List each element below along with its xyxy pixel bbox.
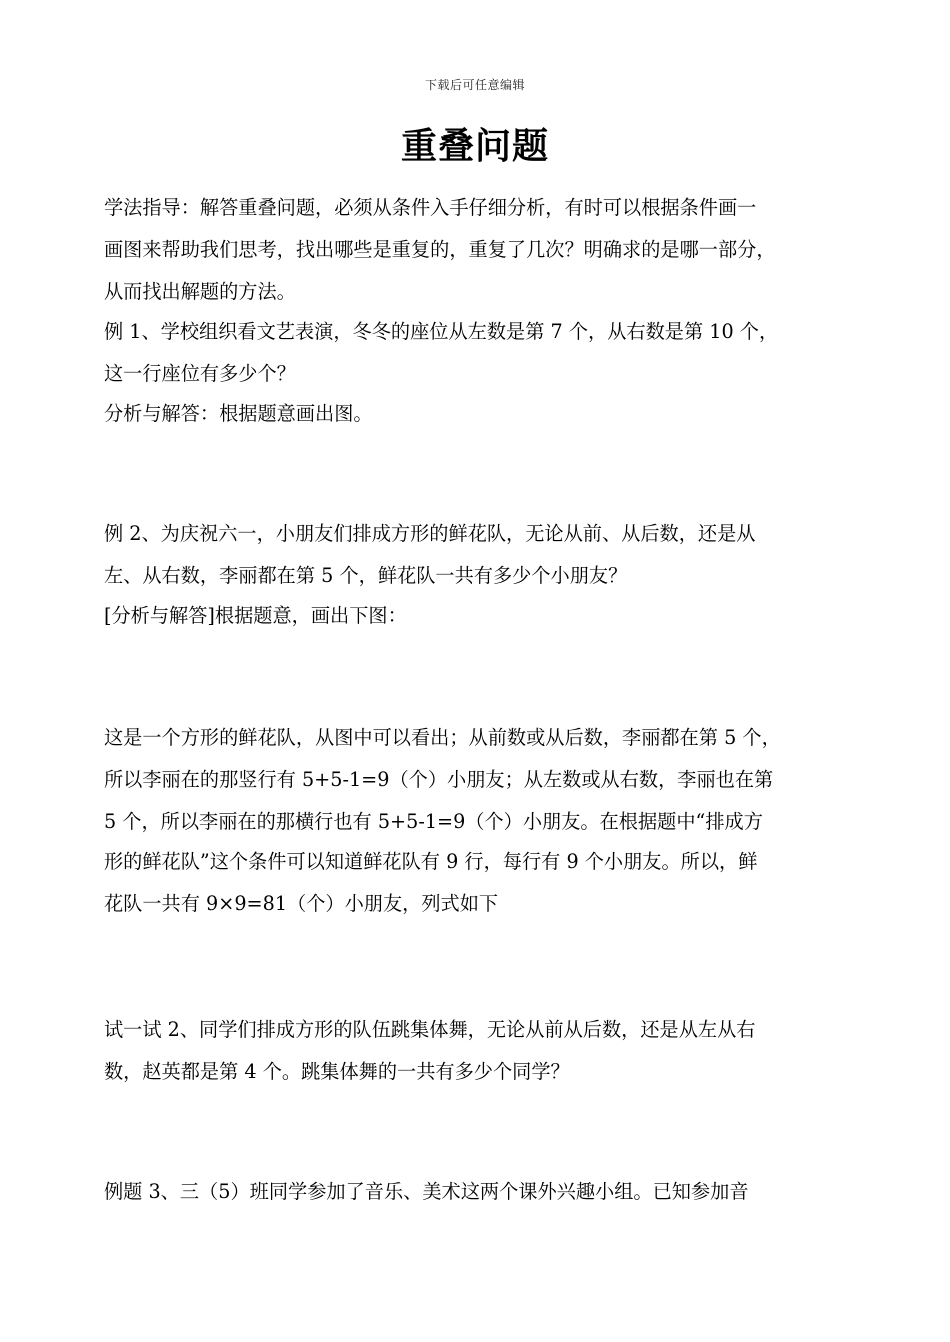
body-line-guide-1: 学法指导：解答重叠问题，必须从条件入手仔细分析，有时可以根据条件画一 <box>104 196 757 219</box>
body-line-example1-2: 这一行座位有多少个？ <box>104 362 296 385</box>
body-line-example2-2: 左、从右数，李丽都在第 5 个，鲜花队一共有多少个小朋友？ <box>104 564 628 587</box>
body-line-explanation-1: 这是一个方形的鲜花队，从图中可以看出；从前数或从后数，李丽都在第 5 个， <box>104 726 781 749</box>
body-line-guide-2: 画图来帮助我们思考，找出哪些是重复的，重复了几次？明确求的是哪一部分， <box>104 238 776 261</box>
page-header: 下载后可任意编辑 <box>424 78 525 92</box>
body-line-example1-analysis: 分析与解答：根据题意画出图。 <box>104 402 373 425</box>
body-line-exercise2-2: 数，赵英都是第 4 个。跳集体舞的一共有多少个同学？ <box>104 1060 570 1083</box>
body-line-explanation-3: 5 个，所以李丽在的那横行也有 5+5-1=9（个）小朋友。在根据题中“排成方 <box>104 810 763 833</box>
body-line-explanation-5: 花队一共有 9×9=81（个）小朋友，列式如下 <box>104 892 499 915</box>
body-line-example1-1: 例 1、学校组织看文艺表演，冬冬的座位从左数是第 7 个，从右数是第 10 个， <box>104 320 779 343</box>
body-line-explanation-2: 所以李丽在的那竖行有 5+5-1=9（个）小朋友；从左数或从右数，李丽也在第 <box>104 768 774 791</box>
body-line-example2-1: 例 2、为庆祝六一，小朋友们排成方形的鲜花队，无论从前、从后数，还是从 <box>104 522 756 545</box>
document-title: 重叠问题 <box>400 125 549 167</box>
body-line-guide-3: 从而找出解题的方法。 <box>104 280 296 303</box>
body-line-example2-analysis: [分析与解答]根据题意，画出下图： <box>104 604 407 627</box>
body-line-exercise2-1: 试一试 2、同学们排成方形的队伍跳集体舞，无论从前从后数，还是从左从右 <box>104 1018 756 1041</box>
body-line-example3-1: 例题 3、三（5）班同学参加了音乐、美术这两个课外兴趣小组。已知参加音 <box>104 1180 749 1203</box>
body-line-explanation-4: 形的鲜花队”这个条件可以知道鲜花队有 9 行，每行有 9 个小朋友。所以，鲜 <box>104 850 758 873</box>
